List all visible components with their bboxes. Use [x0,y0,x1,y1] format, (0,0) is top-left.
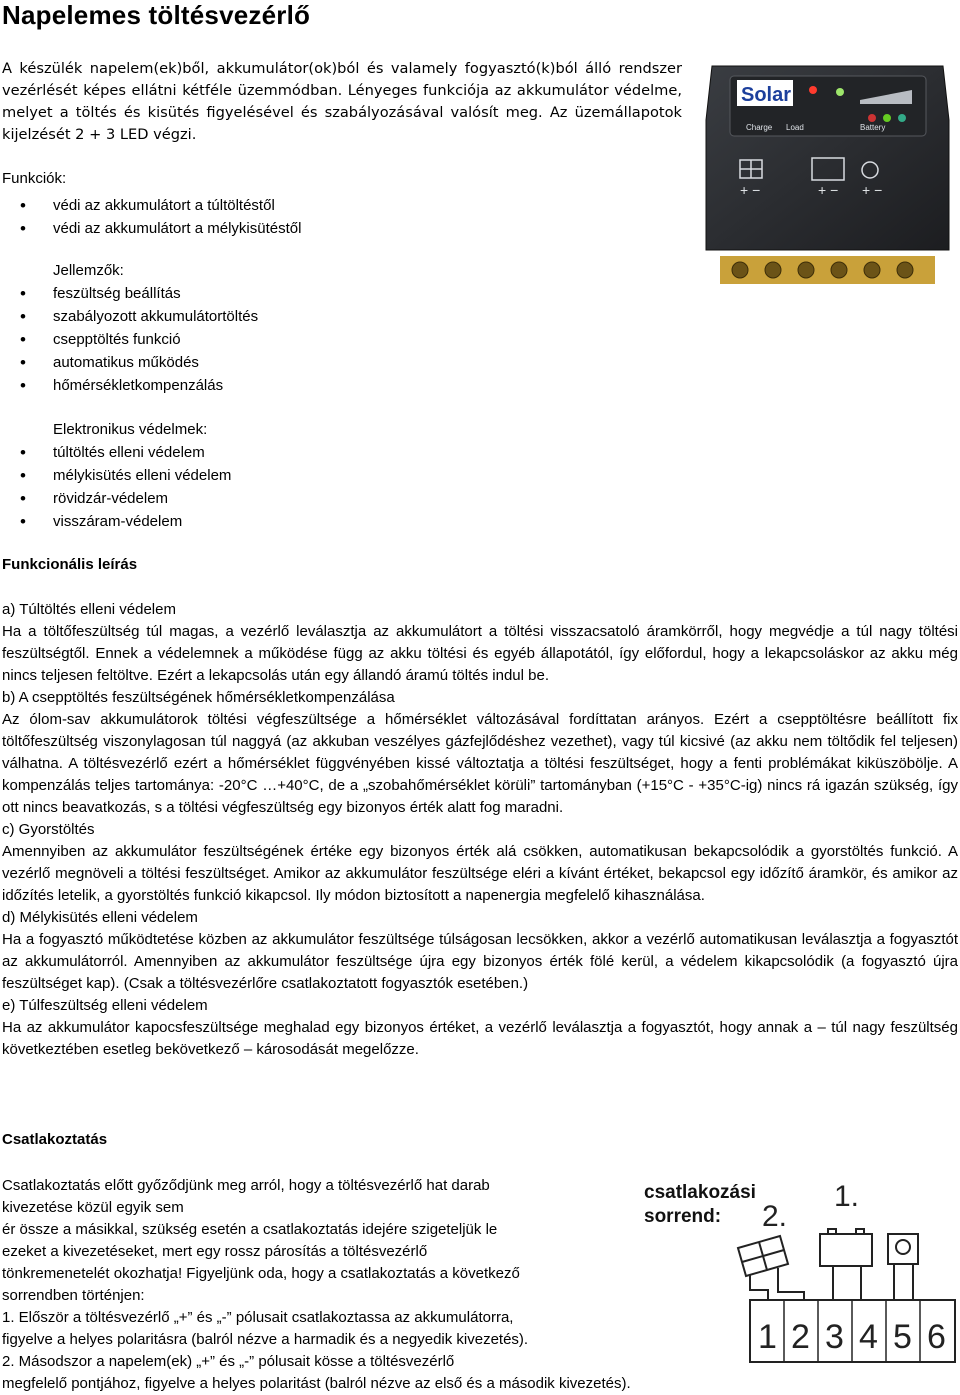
functions-label: Funkciók: [2,170,67,187]
terminal-number: 4 [859,1318,878,1356]
protections-section [2,418,231,533]
connection-line: 2. Másodszor a napelem(ek) „+” és „-” pólusait kösse a töltésvezérlő [2,1353,455,1370]
connection-line: Csatlakoztatás előtt győződjünk meg arról, hogy a töltésvezérlő hat darab [2,1177,490,1194]
terminal-number: 1 [758,1318,777,1356]
connection-order-diagram [638,1172,958,1368]
terminal-number: 2 [791,1318,810,1356]
functional-heading: Funkcionális leírás [2,556,138,573]
connection-line: megfelelő pontjához, figyelve a helyes polaritást (balról nézve az első és a második kivezetés). [2,1375,631,1392]
list-item: • védi az akkumulátort a túltöltéstől [2,194,301,217]
subheading: d) Mélykisütés elleni védelem [2,909,198,926]
device-brand: Solar [741,84,792,106]
functional-description [2,599,958,1061]
solar-panel-icon [738,1236,788,1276]
led-label-charge: Charge [746,123,773,132]
list-item: • védi az akkumulátort a mélykisütéstől [2,217,301,240]
terminal-number: 5 [893,1318,912,1356]
list-item: • túltöltés elleni védelem [2,441,231,464]
list-item: • szabályozott akkumulátortöltés [2,305,258,328]
paragraph: Az ólom-sav akkumulátorok töltési végfeszültsége a hőmérséklet változásával fordíttatan arányos. Ezért a csepptöltésre beállított fix töltőfeszültség viszonylagosan túl naggyá (az akkuban veszélyes gázfejlődéshez vezethet), vagy túl kicsivé (az akku nem töltődik fel teljesen) válhatna. A töltésvezérlő ezért a hőmérséklet függvényében kissé változtatja a töltési feszültséget, hogy a fenti problémákat kiküszöbölje. A kompenzálás teljes tartománya: -20°C …+40°C, de a „szobahőmérséklet körüli” tartományban (+15°C - +35°C-ig) nincs rá igazán szükség, így ott nincs beavatkozás, s a töltési végfeszültség egy bizonyos érték alatt fog maradni. [2,711,958,816]
connection-text [2,1175,631,1395]
list-item: • automatikus működés [2,351,258,374]
connection-line: ezeket a kivezetéseket, mert egy rossz párosítás a töltésvezérlő [2,1243,428,1260]
svg-text:+ −: + − [818,182,839,198]
list-item: • rövidzár-védelem [2,487,231,510]
charge-controller-photo [700,60,955,290]
page-title: Napelemes töltésvezérlő [2,0,311,30]
connection-line: figyelve a helyes polaritásra (balról nézve a harmadik és a negyedik kivezetés). [2,1331,529,1348]
subheading: a) Túltöltés elleni védelem [2,601,176,618]
led-green [836,88,844,96]
subheading: e) Túlfeszültség elleni védelem [2,997,208,1014]
paragraph: Amennyiben az akkumulátor feszültségének értéke egy bizonyos érték alá csökken, automatikusan bekapcsolódik a gyorstöltés funkció. A vezérlő megnöveli a töltési feszültséget. Amikor az akkumulátor feszültsége eléri a kívánt értéket, bekapcsol egy időzítő áramkör, és amikor az időzítés letelik, a gyorstöltés funkció kikapcsol. Ily módon biztosított a napenergia megfelelő kihasználása. [2,843,958,904]
paragraph: Ha a fogyasztó működtetése közben az akkumulátor feszültsége túlságosan lecsökken, akkor a vezérlő automatikusan leválasztja a fogyasztót az akkumulátorról. Amennyiben az akkumulátor feszültsége újra egy bizonyos érték fölé kerül, a védelem kikapcsolódik (a fogyasztó újra feszültséget kap). (Csak a töltésvezérlőre csatlakoztatott fogyasztók esetében.) [2,931,958,992]
connection-line: ér össze a másikkal, szükség esetén a csatlakoztatás idejére szigeteljük le [2,1221,498,1238]
list-item: • csepptöltés funkció [2,328,258,351]
terminal-number: 3 [825,1318,844,1356]
led-label-battery: Battery [860,123,886,132]
connection-line: kivezetése közül egyik sem [2,1199,184,1216]
subheading: b) A csepptöltés feszültségének hőmérsékletkompenzálása [2,689,395,706]
connection-line: 1. Először a töltésvezérlő „+” és „-” pólusait csatlakoztassa az akkumulátorra, [2,1309,514,1326]
protections-label: Elektronikus védelmek: [53,421,208,438]
diagram-label-line2: sorrend: [644,1206,722,1227]
connection-line: sorrendben történjen: [2,1287,145,1304]
paragraph: Ha a töltőfeszültség túl magas, a vezérlő leválasztja az akkumulátort a töltési visszacsatoló áramkörről, hogy megvédje a túl nagy töltési feszültségtől. Ennek a védelemnek a működése függ az akku töltési és egyéb állapotától, így előfordul, hogy a lekapcsoláskor az akku még nincs teljesen feltöltve. Ezért a lekapcsolás után egy állandó áramú töltés indul be. [2,623,958,684]
step-2-label: 2. [762,1200,788,1233]
intro-paragraph: A készülék napelem(ek)ből, akkumulátor(ok)ból és valamely fogyasztó(k)ból álló rendszer vezérlését képes ellátni kétféle üzemmódban. Lényeges funkciója az akkumulátor védelme, melyet a töltés és kisütés figyelésével és szabályozásával valósít meg. Az üzemállapotok kijelzését 2 + 3 LED végzi. [2,60,682,143]
led-label-load: Load [786,123,804,132]
subheading: c) Gyorstöltés [2,821,95,838]
wires [750,1264,913,1300]
list-item: • hőmérsékletkompenzálás [2,374,258,397]
svg-text:+ −: + − [862,182,883,198]
terminal-number: 6 [927,1318,946,1356]
step-1-label: 1. [834,1180,860,1213]
paragraph: Ha az akkumulátor kapocsfeszültsége meghalad egy bizonyos értéket, a vezérlő leválasztja a fogyasztót, hogy annak a – túl nagy feszültség következtében esetleg bekövetkező – károsodását megelőzze. [2,1019,958,1058]
list-item: • mélykisütés elleni védelem [2,464,231,487]
diagram-label-line1: csatlakozási [644,1182,756,1203]
connection-line: tönkremenetelét okozhatja! Figyeljünk oda, hogy a csatlakoztatás a következő [2,1265,520,1282]
features-section [2,259,258,397]
features-label: Jellemzők: [53,262,124,279]
battery-icon [820,1229,872,1266]
connection-heading: Csatlakoztatás [2,1131,108,1148]
list-item: • feszültség beállítás [2,282,258,305]
bulb-icon [888,1234,918,1264]
functions-section [2,170,301,240]
list-item: • visszáram-védelem [2,510,231,533]
led-red [809,86,817,94]
svg-text:+ −: + − [740,182,761,198]
